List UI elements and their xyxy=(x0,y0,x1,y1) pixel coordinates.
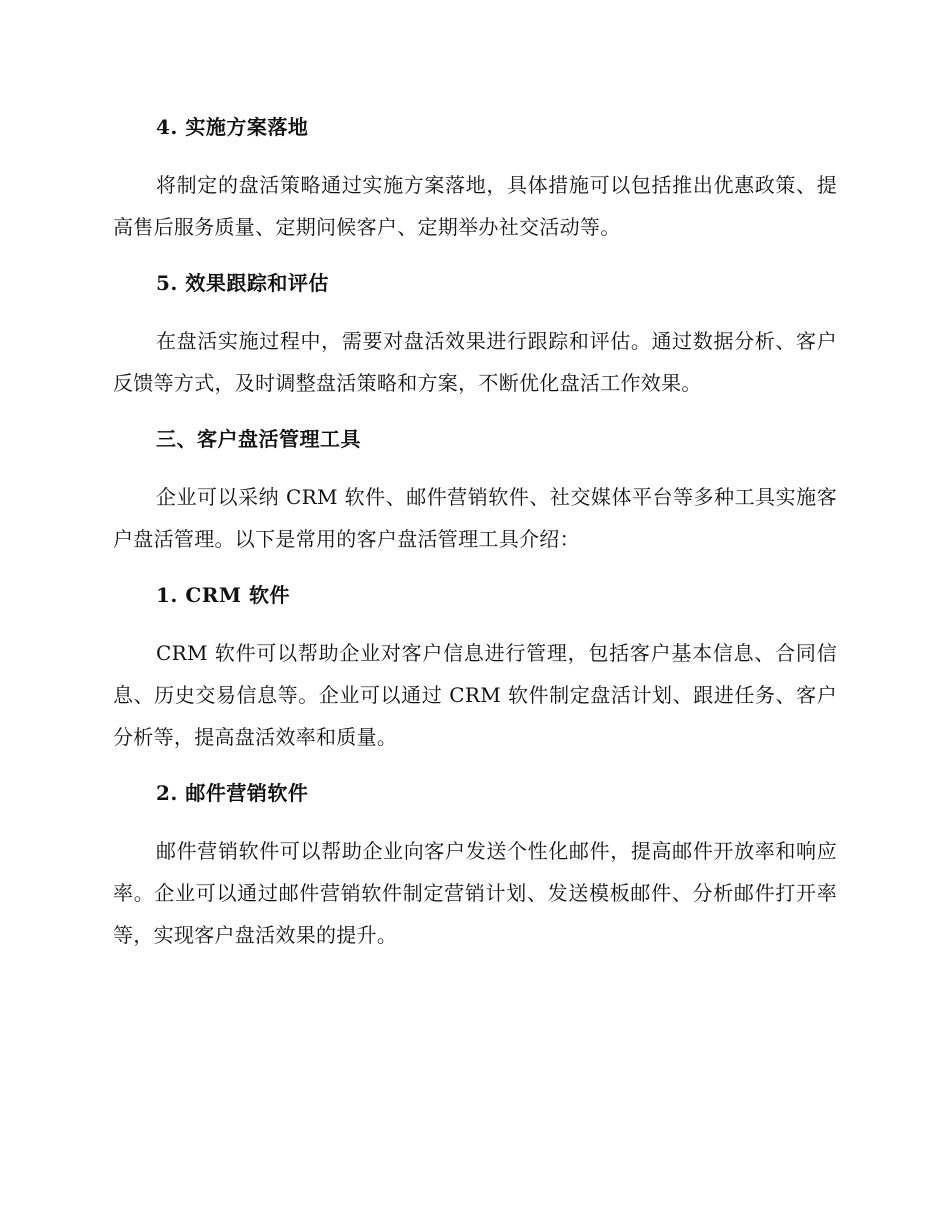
section-paragraph: 将制定的盘活策略通过实施方案落地，具体措施可以包括推出优惠政策、提高售后服务质量、定期问候客户、定期举办社交活动等。 xyxy=(113,173,837,239)
section-heading: 三、客户盘活管理工具 xyxy=(156,427,361,451)
section-heading: 4. 实施方案落地 xyxy=(156,115,309,139)
section-paragraph: 邮件营销软件可以帮助企业向客户发送个性化邮件，提高邮件开放率和响应率。企业可以通过邮件营销软件制定营销计划、发送模板邮件、分析邮件打开率等，实现客户盘活效果的提升。 xyxy=(113,839,837,947)
section-paragraph: CRM 软件可以帮助企业对客户信息进行管理，包括客户基本信息、合同信息、历史交易信息等。企业可以通过 CRM 软件制定盘活计划、跟进任务、客户分析等，提高盘活效率和质量。 xyxy=(113,641,837,749)
section-heading: 1. CRM 软件 xyxy=(156,583,290,607)
section-paragraph: 在盘活实施过程中，需要对盘活效果进行跟踪和评估。通过数据分析、客户反馈等方式，及时调整盘活策略和方案，不断优化盘活工作效果。 xyxy=(113,329,837,395)
section-heading: 2. 邮件营销软件 xyxy=(156,781,309,805)
section-heading: 5. 效果跟踪和评估 xyxy=(156,271,329,295)
section-paragraph: 企业可以采纳 CRM 软件、邮件营销软件、社交媒体平台等多种工具实施客户盘活管理。以下是常用的客户盘活管理工具介绍： xyxy=(113,485,837,551)
document-body xyxy=(113,112,837,956)
